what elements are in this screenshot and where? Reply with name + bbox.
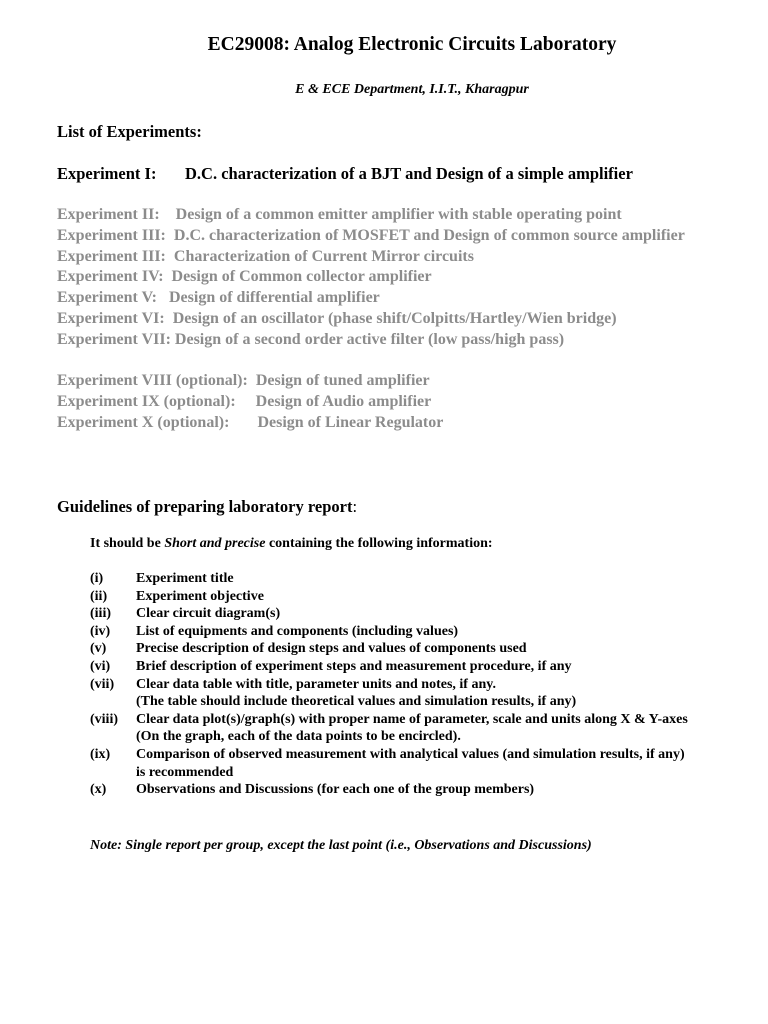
list-heading: List of Experiments: xyxy=(57,122,202,141)
optional-experiment-item: Experiment VIII (optional): Design of tuned amplifier xyxy=(57,372,430,390)
department-line: E & ECE Department, I.I.T., Kharagpur xyxy=(295,82,529,97)
active-experiment-number: Experiment I: xyxy=(57,164,157,183)
experiment-list xyxy=(57,205,737,434)
active-experiment-title: D.C. characterization of a BJT and Design of a simple amplifier xyxy=(185,164,633,183)
guideline-item: (ix) Comparison of observed measurement with analytical values (and simulation results, if any) is recommended xyxy=(90,746,685,780)
guideline-item: (iii) Clear circuit diagram(s) xyxy=(90,606,281,622)
experiment-item: Experiment III: Characterization of Current Mirror circuits xyxy=(57,247,474,265)
guideline-item: (viii) Clear data plot(s)/graph(s) with proper name of parameter, scale and units along X & Y-axes (On the graph, each of the data points to be encircled). xyxy=(90,711,688,745)
active-experiment xyxy=(57,164,633,184)
guideline-item: (vi) Brief description of experiment steps and measurement procedure, if any xyxy=(90,658,572,674)
guideline-item: (i) Experiment title xyxy=(90,571,234,586)
guideline-item: (iv) List of equipments and components (including values) xyxy=(90,623,459,639)
footnote: Note: Single report per group, except the last point (i.e., Observations and Discussions) xyxy=(90,838,592,853)
experiment-item: Experiment VII: Design of a second order active filter (low pass/high pass) xyxy=(57,330,565,348)
experiment-item: Experiment II: Design of a common emitter amplifier with stable operating point xyxy=(57,206,622,223)
experiment-item: Experiment V: Design of differential amplifier xyxy=(57,289,380,307)
document-title: EC29008: Analog Electronic Circuits Laboratory xyxy=(207,34,617,55)
guideline-item: (vii) Clear data table with title, parameter units and notes, if any. (The table should include theoretical values and simulation results, if any) xyxy=(90,676,577,710)
guideline-item: (ii) Experiment objective xyxy=(90,588,264,604)
experiment-item: Experiment IV: Design of Common collector amplifier xyxy=(57,268,432,286)
experiment-item: Experiment III: D.C. characterization of MOSFET and Design of common source amplifier xyxy=(57,226,685,244)
guideline-item: (x) Observations and Discussions (for each one of the group members) xyxy=(90,782,535,798)
optional-experiment-item: Experiment X (optional): Design of Linear Regulator xyxy=(57,413,444,431)
guideline-item: (v) Precise description of design steps and values of components used xyxy=(90,641,527,657)
optional-experiment-item: Experiment IX (optional): Design of Audio amplifier xyxy=(57,393,432,411)
guidelines-heading: Guidelines of preparing laboratory report: xyxy=(57,497,358,516)
list-spacer xyxy=(57,351,737,372)
guidelines-list xyxy=(90,570,740,799)
guidelines-intro: It should be Short and precise containing the following information: xyxy=(90,536,493,551)
experiment-item: Experiment VI: Design of an oscillator (phase shift/Colpitts/Hartley/Wien bridge) xyxy=(57,309,617,327)
